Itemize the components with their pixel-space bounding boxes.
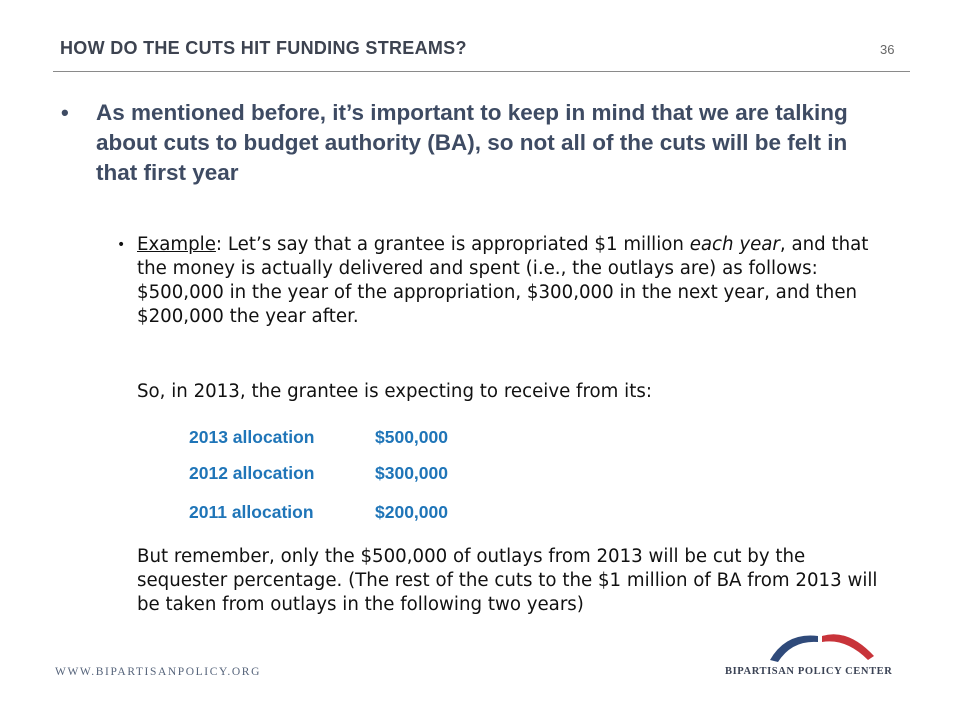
example-paragraph — [137, 233, 897, 329]
lead-text: So, in 2013, the grantee is expecting to receive from its: — [137, 381, 652, 402]
closing-paragraph: But remember, only the $500,000 of outlays from 2013 will be cut by the sequester percentage. (The rest of the cuts to the $1 million of BA from 2013 will be taken from outlays in the following two years) — [137, 546, 878, 615]
main-bullet-marker: • — [61, 100, 69, 125]
example-text-part-1: : Let’s say that a grantee is appropriated $1 million — [215, 234, 690, 255]
allocation-amount: $300,000 — [375, 463, 448, 483]
allocation-amount: $500,000 — [375, 427, 448, 447]
allocation-amount: $200,000 — [375, 502, 448, 522]
slide-title: HOW DO THE CUTS HIT FUNDING STREAMS? — [60, 38, 467, 58]
allocation-label: 2013 allocation — [189, 427, 315, 447]
logo-red-arc — [822, 634, 874, 660]
main-bullet-text: As mentioned before, it’s important to keep in mind that we are talking about cuts to budget authority (BA), so not all of the cuts will be felt in that first year — [96, 100, 848, 185]
logo-org-name: BIPARTISAN POLICY CENTER — [725, 666, 893, 677]
allocation-row — [189, 462, 448, 484]
title-divider — [53, 71, 910, 72]
example-text-italic: each year — [689, 234, 780, 255]
slide-number: 36 — [880, 42, 895, 57]
sub-bullet-marker: • — [117, 237, 126, 253]
allocation-row — [189, 426, 448, 448]
allocation-label: 2012 allocation — [189, 463, 315, 483]
example-label: Example — [137, 234, 216, 255]
footer-website: WWW.BIPARTISANPOLICY.ORG — [55, 666, 261, 678]
allocation-label: 2011 allocation — [189, 502, 314, 522]
example-text-part-2: , and that the money is actually delivered and spent (i.e., the outlays are) as follows: $500,000 in the year of the appropriation, $300,000 in the next year, and then $200,000 the year after. — [137, 234, 869, 327]
allocation-row — [189, 501, 448, 523]
logo-blue-arc — [770, 636, 818, 663]
